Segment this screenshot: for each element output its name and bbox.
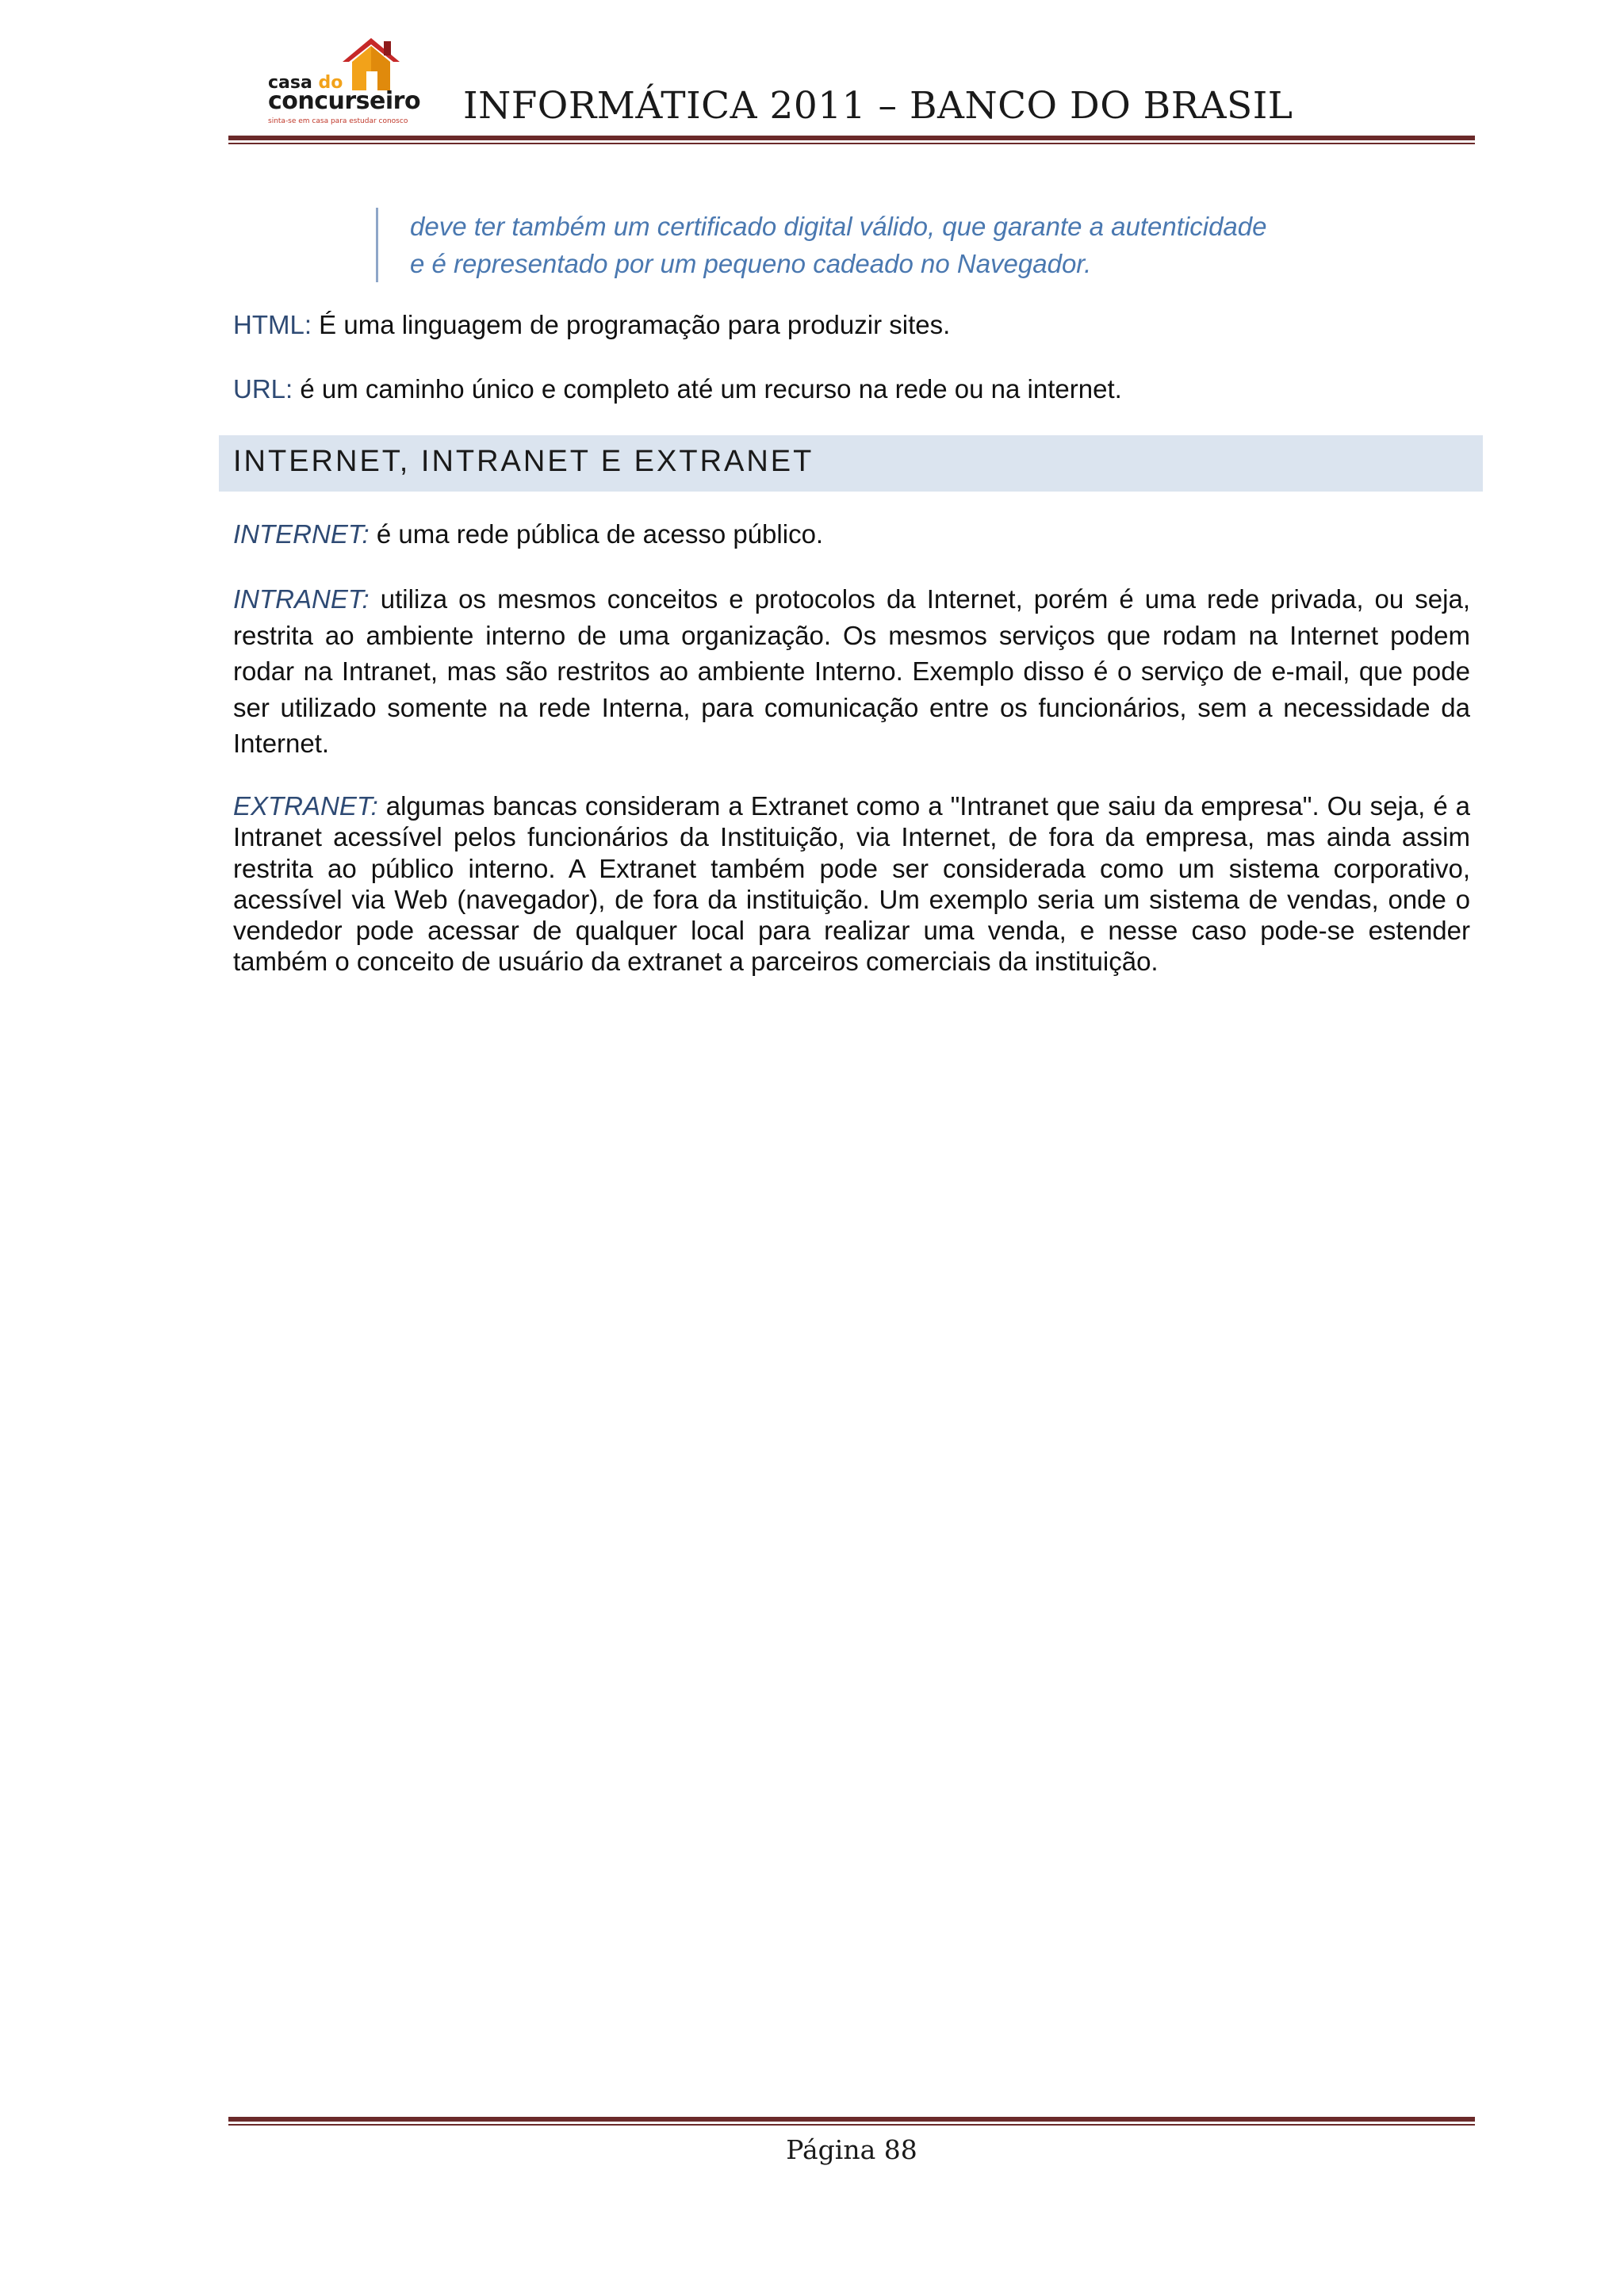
house-logo-icon <box>336 35 401 92</box>
footer-rule-thin <box>228 2124 1475 2126</box>
definition-text: é uma rede pública de acesso público. <box>369 519 824 549</box>
definition-text: utiliza os mesmos conceitos e protocolos da Internet, porém é uma rede privada, ou seja, restrita ao ambiente interno de uma organização. Os mesmos serviços que rodam na Internet podem rodar na Intranet, mas são restritos ao ambiente Interno. Exemplo disso é o serviço de e-mail, que pode ser utilizado somente na rede Interna, para comunicação entre os funcionários, sem a necessidade da Internet. <box>233 584 1470 758</box>
logo-wordmark-line1: casa do <box>268 73 343 93</box>
internet-definition <box>233 516 1470 553</box>
definition-term: INTRANET: <box>233 584 370 614</box>
quote-block <box>376 208 1266 282</box>
casa-do-concurseiro-logo <box>260 35 421 125</box>
logo-tagline: sinta-se em casa para estudar conosco <box>268 117 408 125</box>
section-heading-bar <box>219 435 1483 492</box>
definition-text: É uma linguagem de programação para produzir sites. <box>312 310 951 339</box>
definition-term: INTERNET: <box>233 519 370 549</box>
page-number: Página 88 <box>786 2134 917 2165</box>
document-title: INFORMÁTICA 2011 – BANCO DO BRASIL <box>463 84 1293 128</box>
html-definition <box>233 307 1470 343</box>
definition-term: HTML: <box>233 310 312 339</box>
definition-term: URL: <box>233 374 293 404</box>
section-heading: INTERNET, INTRANET E EXTRANET <box>233 445 814 478</box>
definition-term: EXTRANET: <box>233 791 378 821</box>
header-rule-thin <box>228 143 1475 144</box>
footer-rule-thick <box>228 2117 1475 2122</box>
url-definition <box>233 371 1470 408</box>
definition-text: algumas bancas consideram a Extranet como a "Intranet que saiu da empresa". Ou seja, é a Intranet acessível pelos funcionários da Instituição, via Internet, de fora da empresa, mas ainda assim restrita ao público interno. A Extranet também pode ser considerada como um sistema corporativo, acessível via Web (navegador), de fora da instituição. Um exemplo seria um sistema de vendas, onde o vendedor pode acessar de qualquer local para realizar uma venda, e nesse caso pode-se estender também o conceito de usuário da extranet a parceiros comerciais da instituição. <box>233 791 1470 977</box>
definition-text: é um caminho único e completo até um recurso na rede ou na internet. <box>293 374 1122 404</box>
quote-line: deve ter também um certificado digital válido, que garante a autenticidade <box>410 212 1267 241</box>
header-rule-thick <box>228 136 1475 140</box>
logo-wordmark-line2: concurseiro <box>268 87 421 115</box>
intranet-definition <box>233 581 1470 762</box>
extranet-definition <box>233 790 1470 978</box>
quote-line: e é representado por um pequeno cadeado no Navegador. <box>410 249 1092 278</box>
